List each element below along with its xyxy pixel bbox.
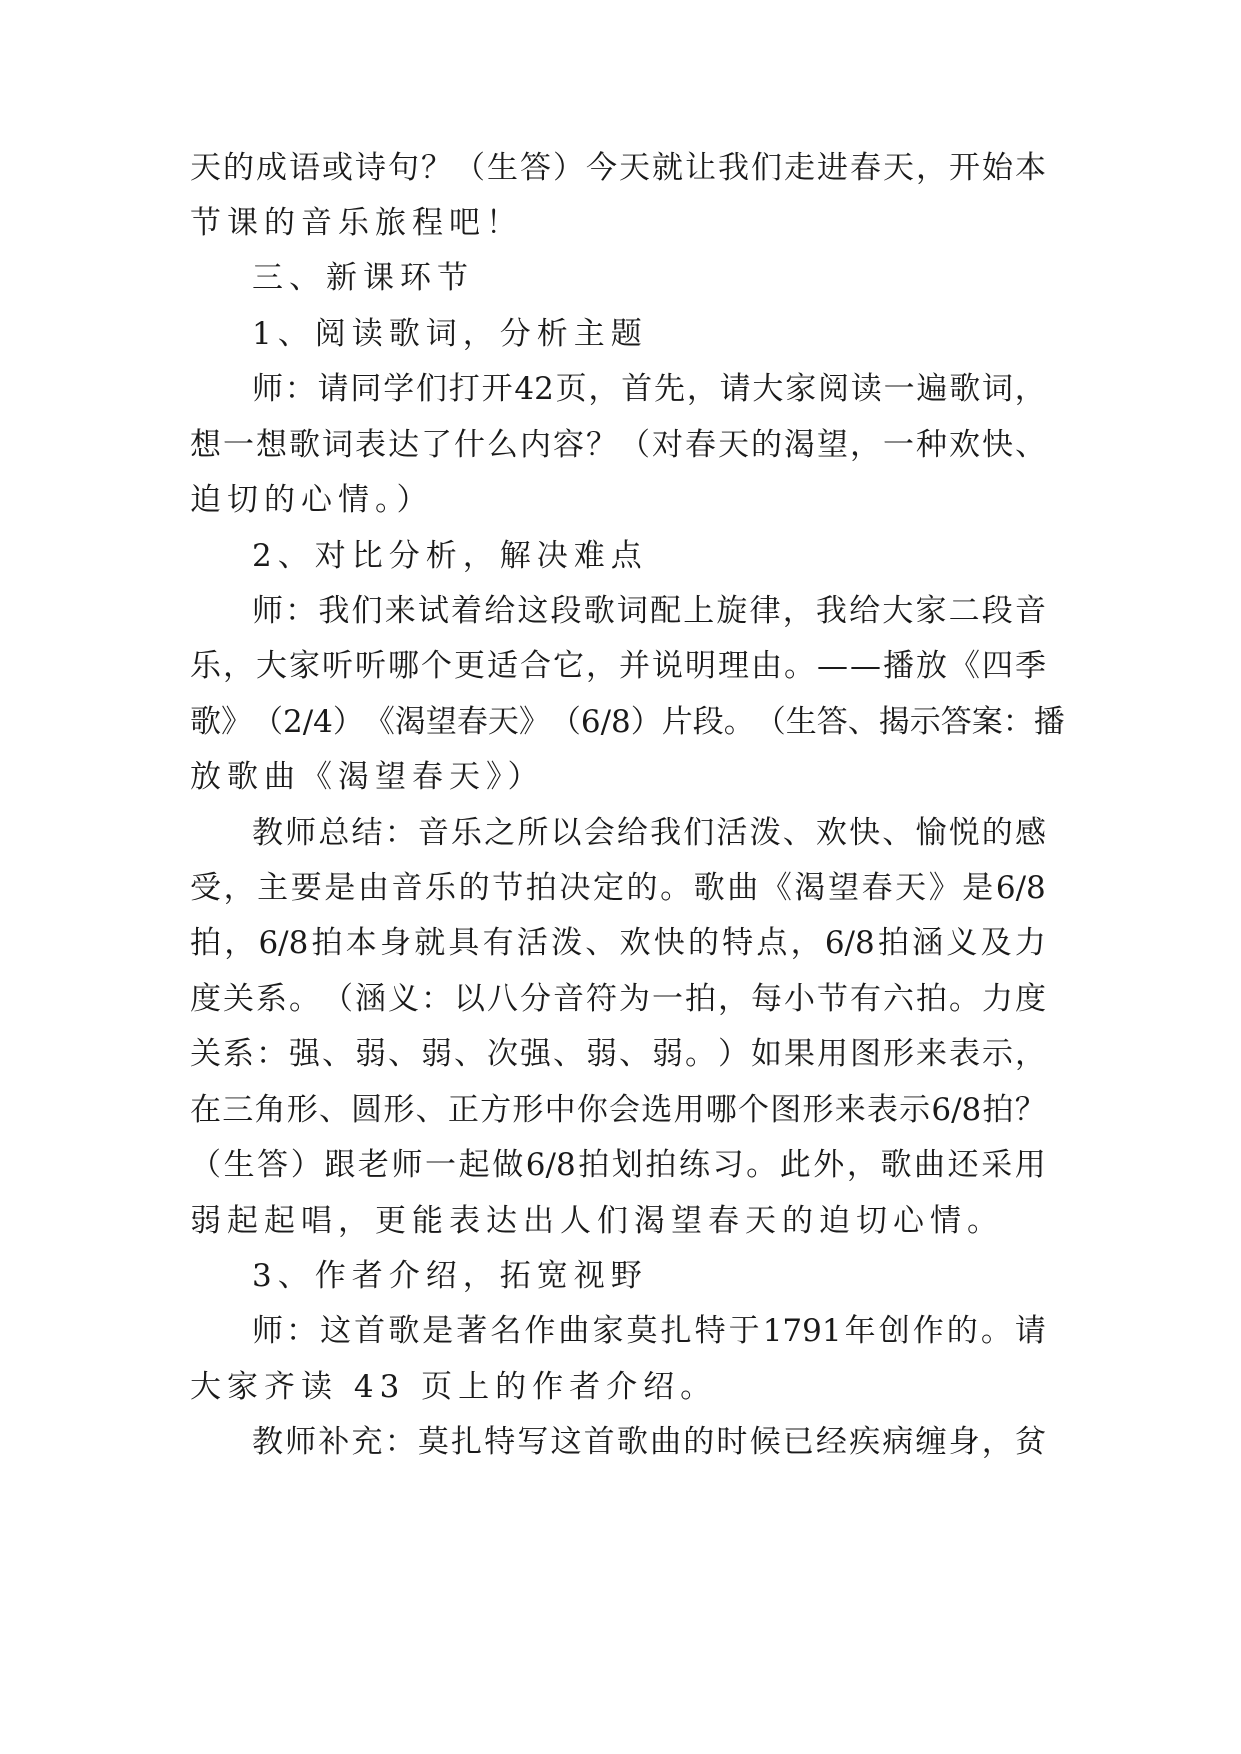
section-heading: 三、新课环节 bbox=[252, 260, 474, 296]
text-line: 节课的音乐旅程吧！ bbox=[190, 205, 523, 241]
text-line: 大家齐读 43 页上的作者介绍。 bbox=[190, 1369, 718, 1405]
text-line: 歌 》 （ 2/4 ） 《 渴 望 春 天 》 （ 6/8 ） 片 段 。 （ 生 答 、 揭 示 答 案 ： 播 bbox=[190, 704, 1065, 740]
subsection-heading: 1、阅读歌词，分析主题 bbox=[252, 316, 648, 352]
text-line: 拍 ， 6/8 拍 本 身 就 具 有 活 泼 、 欢 快 的 特 点 ， 6/8 拍 涵 义 及 力 bbox=[190, 925, 1046, 961]
text-line: 弱起起唱，更能表达出人们渴望春天的迫切心情。 bbox=[190, 1203, 1004, 1239]
text-line: 放歌曲《渴望春天》） bbox=[190, 759, 545, 795]
subsection-heading: 2、对比分析，解决难点 bbox=[252, 538, 648, 574]
text-line: 受 ， 主 要 是 由 音 乐 的 节 拍 决 定 的 。 歌 曲 《 渴 望 春 天 》 是 6/8 bbox=[190, 870, 1046, 906]
text-line: 乐 ， 大 家 听 听 哪 个 更 适 合 它 ， 并 说 明 理 由 。 — — 播 放 《 四 季 bbox=[190, 648, 1046, 684]
text-line: 师 ： 这 首 歌 是 著 名 作 曲 家 莫 扎 特 于 1791 年 创 作 的 。 请 bbox=[252, 1313, 1046, 1349]
text-line: 迫切的心情。） bbox=[190, 482, 434, 518]
subsection-heading: 3、作者介绍，拓宽视野 bbox=[252, 1258, 648, 1294]
text-line: 教 师 总 结 ： 音 乐 之 所 以 会 给 我 们 活 泼 、 欢 快 、 愉 悦 的 感 bbox=[252, 815, 1046, 851]
text-line: 教 师 补 充 ： 莫 扎 特 写 这 首 歌 曲 的 时 候 已 经 疾 病 缠 身 ， 贫 bbox=[252, 1424, 1046, 1460]
text-line: 师 ： 请 同 学 们 打 开 42 页 ， 首 先 ， 请 大 家 阅 读 一 遍 歌 词 ， bbox=[252, 371, 1046, 407]
text-line: 天 的 成 语 或 诗 句 ？ （ 生 答 ） 今 天 就 让 我 们 走 进 春 天 ， 开 始 本 bbox=[190, 150, 1046, 186]
text-line: （ 生 答 ） 跟 老 师 一 起 做 6/8 拍 划 拍 练 习 。 此 外 ， 歌 曲 还 采 用 bbox=[190, 1147, 1046, 1183]
text-line: 师 ： 我 们 来 试 着 给 这 段 歌 词 配 上 旋 律 ， 我 给 大 家 二 段 音 bbox=[252, 593, 1046, 629]
text-line: 想 一 想 歌 词 表 达 了 什 么 内 容 ？ （ 对 春 天 的 渴 望 ， 一 种 欢 快 、 bbox=[190, 427, 1046, 463]
text-line: 在 三 角 形 、 圆 形 、 正 方 形 中 你 会 选 用 哪 个 图 形 来 表 示 6/8 拍 ？ bbox=[190, 1092, 1046, 1128]
text-line: 关 系 ： 强 、 弱 、 弱 、 次 强 、 弱 、 弱 。 ） 如 果 用 图 形 来 表 示 ， bbox=[190, 1036, 1046, 1072]
text-line: 度 关 系 。 （ 涵 义 ： 以 八 分 音 符 为 一 拍 ， 每 小 节 有 六 拍 。 力 度 bbox=[190, 981, 1046, 1017]
